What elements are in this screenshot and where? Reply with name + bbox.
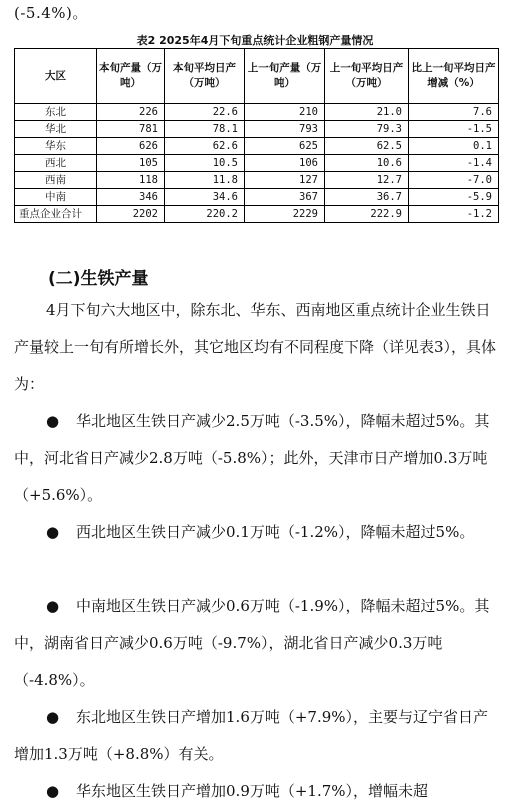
cell-prev-daily: 79.3 — [325, 121, 409, 138]
bullet-item — [14, 699, 498, 773]
table-row — [15, 138, 499, 155]
cell-prev-daily: 12.7 — [325, 172, 409, 189]
table-row — [15, 155, 499, 172]
bullet-icon: ● — [46, 597, 60, 615]
table-row — [15, 121, 499, 138]
cell-current-output: 346 — [97, 189, 165, 206]
cell-current-daily: 11.8 — [165, 172, 245, 189]
intro-paragraph — [14, 292, 498, 403]
bullet-item — [14, 514, 498, 551]
cell-region: 东北 — [15, 104, 97, 121]
cell-change: -7.0 — [409, 172, 499, 189]
bullet-item — [14, 773, 498, 810]
cell-prev-daily: 36.7 — [325, 189, 409, 206]
cell-current-daily: 62.6 — [165, 138, 245, 155]
cell-current-daily: 22.6 — [165, 104, 245, 121]
bullet-text: 西北地区生铁日产减少0.1万吨（-1.2%），降幅未超过5%。 — [76, 523, 475, 541]
cell-current-daily: 78.1 — [165, 121, 245, 138]
cell-current-output: 781 — [97, 121, 165, 138]
cell-prev-daily: 10.6 — [325, 155, 409, 172]
header-current-output: 本旬产量（万吨） — [97, 49, 165, 104]
bullet-text: 东北地区生铁日产增加1.6万吨（+7.9%），主要与辽宁省日产增加1.3万吨（+8.8%）有关。 — [14, 708, 489, 763]
table-row — [15, 172, 499, 189]
bullet-text: 华北地区生铁日产减少2.5万吨（-3.5%），降幅未超过5%。其中，河北省日产减少2.8万吨（-5.8%）；此外，天津市日产增加0.3万吨（+5.6%）。 — [14, 412, 490, 504]
bullet-icon: ● — [46, 708, 60, 726]
table-total-row — [15, 206, 499, 223]
crude-steel-table — [14, 48, 499, 223]
cell-prev-output: 2229 — [245, 206, 325, 223]
bullet-item — [14, 588, 498, 699]
cell-prev-daily: 21.0 — [325, 104, 409, 121]
cell-prev-daily: 222.9 — [325, 206, 409, 223]
cell-current-output: 226 — [97, 104, 165, 121]
header-region: 大区 — [15, 49, 97, 104]
cell-change: -1.2 — [409, 206, 499, 223]
cell-region: 西南 — [15, 172, 97, 189]
cell-prev-output: 127 — [245, 172, 325, 189]
bullet-icon: ● — [46, 523, 60, 541]
header-prev-output: 上一旬产量（万吨） — [245, 49, 325, 104]
cell-prev-daily: 62.5 — [325, 138, 409, 155]
cell-current-daily: 10.5 — [165, 155, 245, 172]
cell-prev-output: 793 — [245, 121, 325, 138]
cell-region: 华北 — [15, 121, 97, 138]
header-prev-daily: 上一旬平均日产（万吨） — [325, 49, 409, 104]
table-caption: 表2 2025年4月下旬重点统计企业粗钢产量情况 — [136, 34, 374, 47]
bullet-icon: ● — [46, 412, 60, 430]
cell-region: 西北 — [15, 155, 97, 172]
cell-change: 7.6 — [409, 104, 499, 121]
cell-change: -1.4 — [409, 155, 499, 172]
cell-current-daily: 220.2 — [165, 206, 245, 223]
cell-change: -1.5 — [409, 121, 499, 138]
section-heading: (二)生铁产量 — [48, 269, 149, 289]
cell-change: 0.1 — [409, 138, 499, 155]
header-current-daily: 本旬平均日产（万吨） — [165, 49, 245, 104]
cell-current-output: 626 — [97, 138, 165, 155]
bullet-text: 中南地区生铁日产减少0.6万吨（-1.9%），降幅未超过5%。其中，湖南省日产减少0.6万吨（-9.7%），湖北省日产减少0.3万吨（-4.8%）。 — [14, 597, 490, 689]
cell-region: 重点企业合计 — [15, 206, 97, 223]
table-header-row — [15, 49, 499, 104]
bullet-item — [14, 403, 498, 514]
cell-current-output: 105 — [97, 155, 165, 172]
cell-region: 华东 — [15, 138, 97, 155]
table-row — [15, 104, 499, 121]
table-row — [15, 189, 499, 206]
previous-text-fragment: (-5.4%)。 — [14, 4, 88, 22]
bullet-icon: ● — [46, 782, 60, 800]
intro-text: 4月下旬六大地区中，除东北、华东、西南地区重点统计企业生铁日产量较上一旬有所增长外，其它地区均有不同程度下降（详见表3），具体为： — [14, 301, 497, 393]
header-change: 比上一旬平均日产增减（%） — [409, 49, 499, 104]
cell-prev-output: 210 — [245, 104, 325, 121]
cell-region: 中南 — [15, 189, 97, 206]
cell-current-output: 2202 — [97, 206, 165, 223]
bullet-text: 华东地区生铁日产增加0.9万吨（+1.7%），增幅未超 — [76, 782, 429, 800]
cell-prev-output: 625 — [245, 138, 325, 155]
cell-change: -5.9 — [409, 189, 499, 206]
cell-prev-output: 367 — [245, 189, 325, 206]
cell-prev-output: 106 — [245, 155, 325, 172]
cell-current-daily: 34.6 — [165, 189, 245, 206]
cell-current-output: 118 — [97, 172, 165, 189]
